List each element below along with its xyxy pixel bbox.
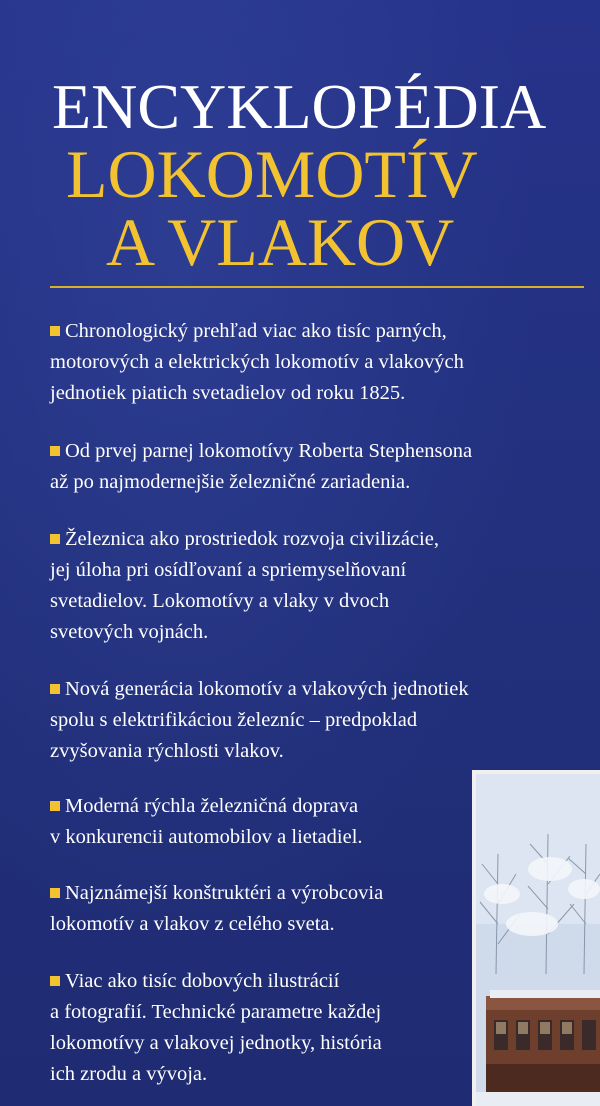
feature-text-line: spolu s elektrifikáciou železníc – predpoklad <box>50 709 418 731</box>
feature-text-line: motorových a elektrických lokomotív a vlakových <box>50 351 464 373</box>
feature-text-line: a fotografií. Technické parametre každej <box>50 1001 382 1023</box>
feature-text-line: Nová generácia lokomotív a vlakových jednotiek <box>65 678 469 700</box>
feature-text-line: Od prvej parnej lokomotívy Roberta Stephensona <box>65 440 473 462</box>
feature-text-line: Viac ako tisíc dobových ilustrácií <box>65 970 340 992</box>
bullet-square-icon <box>50 976 60 986</box>
feature-item <box>50 524 570 648</box>
feature-text-line: Chronologický prehľad viac ako tisíc parných, <box>65 320 447 342</box>
title-line-3: A VLAKOV <box>106 204 455 280</box>
train-photo <box>472 770 600 1106</box>
bullet-square-icon <box>50 888 60 898</box>
feature-text-line: zvyšovania rýchlosti vlakov. <box>50 740 284 762</box>
feature-text-line: až po najmodernejšie železničné zariadenia. <box>50 471 411 493</box>
feature-text-line: ich zrodu a vývoja. <box>50 1063 208 1085</box>
feature-text-line: svetadielov. Lokomotívy a vlaky v dvoch <box>50 590 390 612</box>
feature-item <box>50 674 570 767</box>
bullet-square-icon <box>50 326 60 336</box>
feature-item <box>50 436 570 498</box>
feature-item <box>50 316 570 409</box>
feature-text-line: Železnica ako prostriedok rozvoja civilizácie, <box>65 528 439 550</box>
feature-text-line: jej úloha pri osídľovaní a spriemyselňovaní <box>50 559 407 581</box>
feature-text-line: lokomotívy a vlakovej jednotky, história <box>50 1032 382 1054</box>
bullet-square-icon <box>50 801 60 811</box>
bullet-square-icon <box>50 446 60 456</box>
title-line-2: LOKOMOTÍV <box>66 136 478 212</box>
feature-text-line: Najznámejší konštruktéri a výrobcovia <box>65 882 384 904</box>
feature-text-line: svetových vojnách. <box>50 621 209 643</box>
bullet-square-icon <box>50 684 60 694</box>
snowy-railway-carriage-image <box>476 774 600 1106</box>
feature-text-line: jednotiek piatich svetadielov od roku 1825. <box>50 382 406 404</box>
title-line-1: ENCYKLOPÉDIA <box>52 71 547 142</box>
feature-text-line: v konkurencii automobilov a lietadiel. <box>50 826 363 848</box>
gold-divider <box>50 286 584 288</box>
bullet-square-icon <box>50 534 60 544</box>
feature-text-line: Moderná rýchla železničná doprava <box>65 795 359 817</box>
feature-text-line: lokomotív a vlakov z celého sveta. <box>50 913 335 935</box>
